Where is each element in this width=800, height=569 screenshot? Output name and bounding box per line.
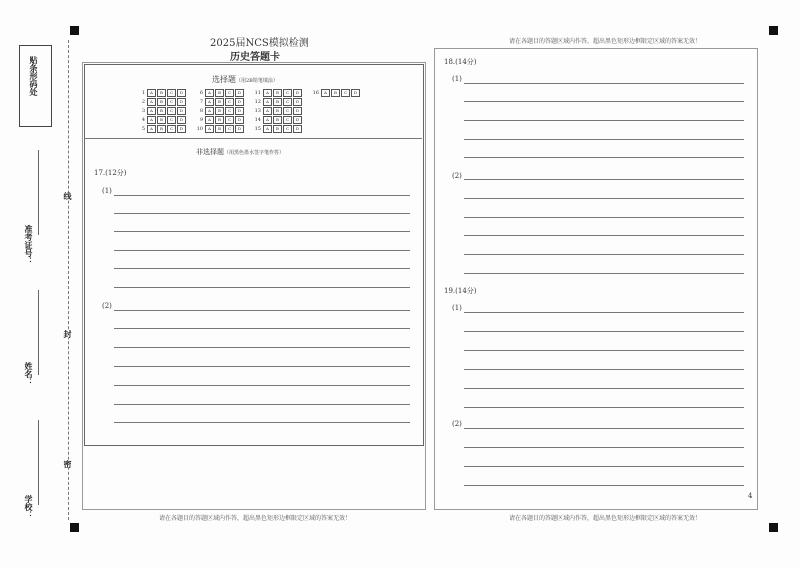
- mcq-question-number: 14: [254, 116, 261, 123]
- registration-mark-top-left: [70, 26, 79, 35]
- mcq-option-bubble[interactable]: C: [283, 116, 292, 124]
- registration-mark-top-right: [769, 26, 778, 35]
- mcq-option-bubble[interactable]: A: [147, 125, 156, 133]
- mcq-option-bubble[interactable]: C: [167, 89, 176, 97]
- top-right-notice: 请在各题目的答题区域内作答，超出黑色矩形边框限定区域的答案无效！: [508, 38, 701, 45]
- mcq-option-bubble[interactable]: C: [167, 125, 176, 133]
- mcq-option-bubble[interactable]: A: [263, 107, 272, 115]
- answer-line: [464, 447, 744, 448]
- mcq-question-number: 3: [141, 107, 145, 114]
- mcq-question-number: 16: [312, 89, 319, 96]
- mcq-question-number: 4: [141, 116, 145, 123]
- mcq-option-bubble[interactable]: B: [157, 89, 166, 97]
- mcq-option-bubble[interactable]: C: [283, 107, 292, 115]
- mcq-question-number: 5: [141, 125, 145, 132]
- mcq-option-bubble[interactable]: D: [293, 98, 302, 106]
- answer-line: [464, 139, 744, 140]
- answer-line: [464, 428, 744, 429]
- seal-line: [68, 40, 69, 520]
- mcq-option-bubble[interactable]: D: [235, 116, 244, 124]
- answer-line: [464, 331, 744, 332]
- mcq-option-bubble[interactable]: D: [293, 89, 302, 97]
- nonchoice-note: （用黑色墨水签字笔作答）: [224, 150, 285, 156]
- mcq-option-bubble[interactable]: A: [205, 107, 214, 115]
- mcq-question-number: 13: [254, 107, 261, 114]
- answer-line: [464, 369, 744, 370]
- mcq-option-bubble[interactable]: B: [273, 107, 282, 115]
- q17-part1-label: (1): [102, 187, 112, 195]
- q19-label: 19.(14分): [444, 287, 477, 295]
- answer-line: [464, 350, 744, 351]
- mcq-option-bubble[interactable]: A: [205, 116, 214, 124]
- barcode-area: [19, 45, 52, 127]
- mcq-option-bubble[interactable]: B: [273, 98, 282, 106]
- mcq-option-bubble[interactable]: A: [321, 89, 330, 97]
- mcq-question-number: 15: [254, 125, 261, 132]
- mcq-option-bubble[interactable]: D: [293, 116, 302, 124]
- nonchoice-title: 非选择题: [196, 148, 224, 156]
- mcq-option-bubble[interactable]: B: [215, 89, 224, 97]
- registration-mark-bottom-right: [769, 523, 778, 532]
- school-label: 学校：: [24, 495, 34, 519]
- answer-line: [464, 179, 744, 180]
- mcq-option-bubble[interactable]: C: [283, 98, 292, 106]
- mcq-option-bubble[interactable]: B: [215, 98, 224, 106]
- mcq-option-bubble[interactable]: D: [235, 125, 244, 133]
- name-label: 姓名：: [24, 362, 34, 386]
- mcq-option-bubble[interactable]: C: [341, 89, 350, 97]
- mcq-option-bubble[interactable]: D: [293, 107, 302, 115]
- mcq-option-bubble[interactable]: B: [157, 116, 166, 124]
- mcq-option-bubble[interactable]: C: [225, 116, 234, 124]
- mcq-option-bubble[interactable]: A: [263, 89, 272, 97]
- barcode-label: 贴条形码处: [29, 56, 39, 96]
- answer-line: [464, 217, 744, 218]
- exam-title: 2025届NCS模拟检测: [210, 38, 309, 49]
- left-outer-frame: [82, 62, 426, 510]
- mcq-question-number: 6: [199, 89, 203, 96]
- mcq-option-bubble[interactable]: A: [205, 125, 214, 133]
- q17-label: 17.(12分): [94, 169, 127, 177]
- school-fill-line: [38, 420, 39, 505]
- mcq-option-bubble[interactable]: C: [225, 89, 234, 97]
- mcq-option-bubble[interactable]: D: [177, 125, 186, 133]
- q18-label: 18.(14分): [444, 58, 477, 66]
- mcq-option-bubble[interactable]: B: [331, 89, 340, 97]
- mcq-question-number: 2: [141, 98, 145, 105]
- mcq-option-bubble[interactable]: B: [157, 107, 166, 115]
- answer-line: [464, 83, 744, 84]
- answer-line: [464, 273, 744, 274]
- q18-part1-label: (1): [452, 75, 462, 83]
- mcq-option-bubble[interactable]: D: [177, 89, 186, 97]
- q18-part2-label: (2): [452, 172, 462, 180]
- page-number: 4: [748, 492, 753, 500]
- answer-card-title: 历史答题卡: [230, 52, 280, 63]
- answer-line: [464, 254, 744, 255]
- mcq-option-bubble[interactable]: A: [147, 89, 156, 97]
- mcq-option-bubble[interactable]: C: [225, 107, 234, 115]
- seal-char-secret: 密: [63, 460, 73, 468]
- mcq-option-bubble[interactable]: D: [177, 98, 186, 106]
- mcq-option-bubble[interactable]: A: [147, 98, 156, 106]
- mcq-option-bubble[interactable]: C: [283, 89, 292, 97]
- name-fill-line: [38, 290, 39, 375]
- mcq-question-number: 11: [254, 89, 261, 96]
- mcq-option-bubble[interactable]: A: [263, 116, 272, 124]
- exam-id-label: 准考证号：: [24, 225, 34, 265]
- mcq-option-bubble[interactable]: B: [215, 125, 224, 133]
- mcq-option-bubble[interactable]: B: [215, 107, 224, 115]
- mcq-option-bubble[interactable]: B: [273, 125, 282, 133]
- mcq-option-bubble[interactable]: D: [235, 98, 244, 106]
- mcq-option-bubble[interactable]: D: [177, 107, 186, 115]
- answer-line: [464, 157, 744, 158]
- mcq-question-number: 10: [196, 125, 203, 132]
- seal-char-line: 线: [63, 192, 73, 200]
- answer-line: [464, 485, 744, 486]
- q19-part1-label: (1): [452, 304, 462, 312]
- answer-line: [464, 120, 744, 121]
- answer-line: [464, 388, 744, 389]
- mcq-option-bubble[interactable]: C: [167, 107, 176, 115]
- mcq-option-bubble[interactable]: D: [351, 89, 360, 97]
- mcq-question-number: 7: [199, 98, 203, 105]
- q17-part2-label: (2): [102, 302, 112, 310]
- mcq-option-bubble[interactable]: B: [215, 116, 224, 124]
- mcq-option-bubble[interactable]: A: [147, 107, 156, 115]
- mcq-option-bubble[interactable]: D: [177, 116, 186, 124]
- mcq-option-bubble[interactable]: A: [263, 125, 272, 133]
- mcq-option-bubble[interactable]: D: [235, 89, 244, 97]
- mcq-option-bubble[interactable]: C: [225, 98, 234, 106]
- mcq-option-bubble[interactable]: A: [205, 98, 214, 106]
- bottom-left-notice: 请在各题目的答题区域内作答，超出黑色矩形边框限定区域的答案无效！: [158, 515, 351, 522]
- answer-line: [464, 466, 744, 467]
- answer-line: [464, 312, 744, 313]
- mcq-option-bubble[interactable]: A: [147, 116, 156, 124]
- registration-mark-bottom-left: [70, 523, 79, 532]
- seal-char-seal: 封: [63, 330, 73, 338]
- answer-line: [464, 235, 744, 236]
- mcq-question-number: 1: [141, 89, 145, 96]
- mcq-option-bubble[interactable]: C: [167, 116, 176, 124]
- answer-line: [464, 407, 744, 408]
- q19-part2-label: (2): [452, 420, 462, 428]
- mcq-option-bubble[interactable]: A: [263, 98, 272, 106]
- mcq-option-bubble[interactable]: C: [225, 125, 234, 133]
- mcq-question-number: 12: [254, 98, 261, 105]
- answer-line: [464, 198, 744, 199]
- mcq-option-bubble[interactable]: B: [157, 98, 166, 106]
- mcq-option-bubble[interactable]: B: [273, 116, 282, 124]
- bottom-right-notice: 请在各题目的答题区域内作答，超出黑色矩形边框限定区域的答案无效！: [508, 515, 701, 522]
- mcq-option-bubble[interactable]: D: [235, 107, 244, 115]
- mcq-option-bubble[interactable]: B: [273, 89, 282, 97]
- mcq-option-bubble[interactable]: B: [157, 125, 166, 133]
- exam-id-fill-line: [38, 150, 39, 235]
- right-panel: [434, 48, 758, 510]
- mcq-option-bubble[interactable]: C: [167, 98, 176, 106]
- mcq-option-bubble[interactable]: C: [283, 125, 292, 133]
- mcq-option-bubble[interactable]: A: [205, 89, 214, 97]
- answer-line: [464, 101, 744, 102]
- mcq-question-number: 8: [199, 107, 203, 114]
- choice-title: 选择题: [212, 75, 236, 84]
- mcq-option-bubble[interactable]: D: [293, 125, 302, 133]
- choice-note: （用2B铅笔填涂）: [236, 78, 278, 84]
- mcq-question-number: 9: [199, 116, 203, 123]
